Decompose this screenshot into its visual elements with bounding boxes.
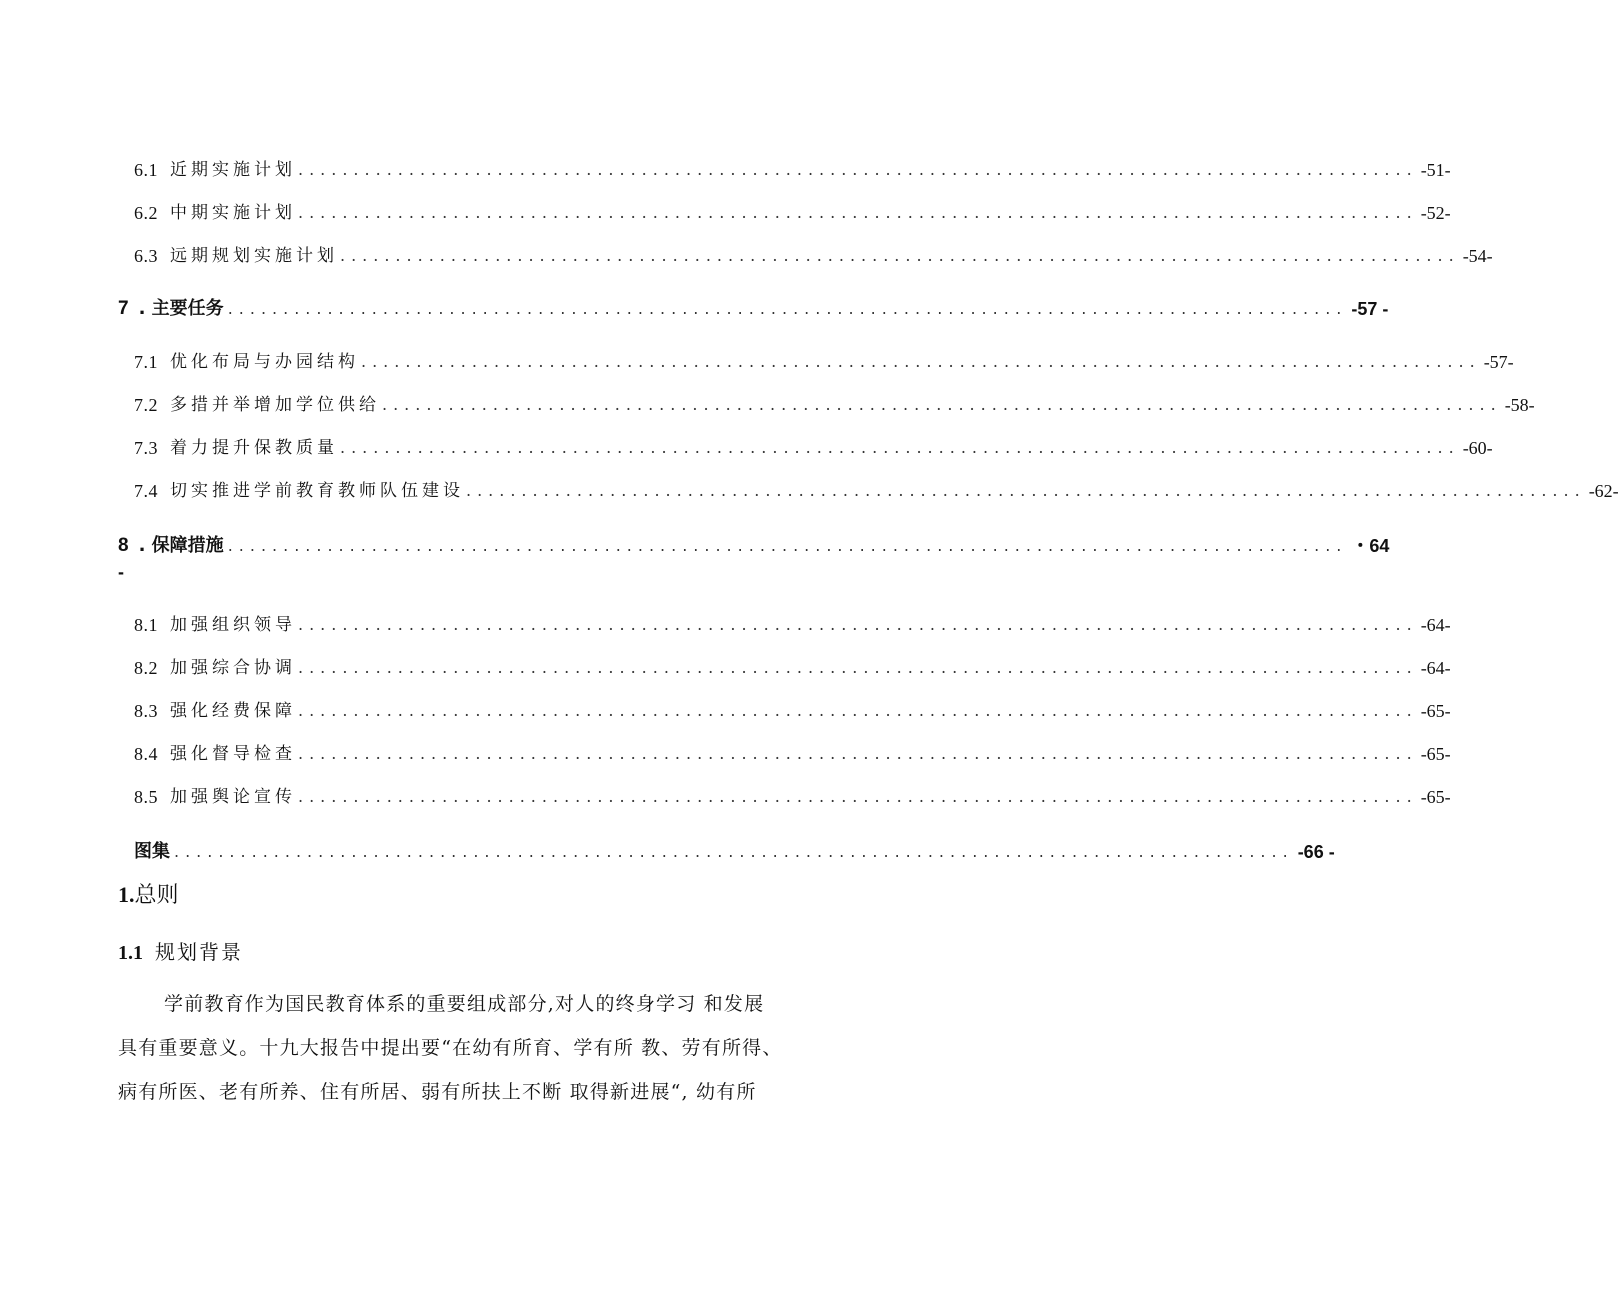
toc-number: 7.1 — [134, 352, 158, 372]
toc-number: 8.1 — [134, 615, 158, 635]
toc-title: . 保障措施 — [138, 535, 224, 556]
paragraph-line: 病有所医、老有所养、住有所居、弱有所扶上不断 取得新进展“, 幼有所 — [118, 1081, 757, 1103]
toc-number: 7.3 — [134, 438, 158, 458]
toc-leader-dots: ..................................................................................................... — [298, 203, 1418, 222]
heading-text: 总则 — [134, 883, 179, 908]
toc-page-number: -65- — [1420, 701, 1451, 721]
heading-text: 规划背景 — [155, 940, 243, 964]
toc-number: 8.4 — [134, 744, 158, 764]
toc-number: 6.2 — [134, 203, 158, 223]
section-heading-1 — [118, 878, 179, 909]
toc-page-number-wrap: - — [118, 562, 124, 582]
toc-entry-7-1[interactable] — [134, 347, 1514, 373]
toc-page-number: -66 - — [1297, 842, 1335, 862]
heading-number: 1. — [118, 882, 135, 907]
toc-number: 6.1 — [134, 160, 158, 180]
toc-leader-dots: ..................................................................................................... — [340, 438, 1460, 457]
toc-leader-dots: ..................................................................................................... — [298, 744, 1418, 763]
toc-title: 多措并举增加学位供给 — [170, 395, 380, 415]
toc-page-number: -60- — [1462, 438, 1493, 458]
toc-number: 7.4 — [134, 481, 158, 501]
toc-title: 远期规划实施计划 — [170, 246, 338, 266]
toc-leader-dots: ..................................................................................................... — [298, 787, 1418, 806]
body-paragraph — [118, 982, 818, 1114]
toc-title: 优化布局与办园结构 — [170, 352, 359, 372]
toc-entry-8-2[interactable] — [134, 653, 1451, 679]
toc-entry-7-2[interactable] — [134, 390, 1535, 416]
toc-page-number: -54- — [1462, 246, 1493, 266]
toc-leader-dots: ..................................................................................................... — [298, 615, 1418, 634]
toc-entry-7-3[interactable] — [134, 433, 1493, 459]
toc-number: 7 — [118, 298, 129, 319]
toc-number: 7.2 — [134, 395, 158, 415]
toc-page-number: -62- — [1588, 481, 1619, 501]
toc-title: 加强综合协调 — [170, 658, 296, 678]
toc-entry-6-1[interactable] — [134, 155, 1451, 181]
toc-leader-dots: ..................................................................................................... — [298, 160, 1418, 179]
paragraph-line: 学前教育作为国民教育体系的重要组成部分,对人的终身学习 和发展 — [164, 993, 765, 1015]
toc-page-number: -57- — [1483, 352, 1514, 372]
toc-title: . 主要任务 — [138, 298, 224, 319]
toc-entry-7-4[interactable] — [134, 476, 1619, 502]
toc-title: 强化督导检查 — [170, 744, 296, 764]
toc-entry-8-5[interactable] — [134, 782, 1451, 808]
toc-page-number: -65- — [1420, 744, 1451, 764]
toc-page-number: -57 - — [1351, 299, 1389, 319]
toc-page-number: -52- — [1420, 203, 1451, 223]
toc-title: 近期实施计划 — [170, 160, 296, 180]
toc-leader-dots: ..................................................................................................... — [298, 701, 1418, 720]
toc-entry-8-3[interactable] — [134, 696, 1451, 722]
toc-leader-dots: ..................................................................................................... — [298, 658, 1418, 677]
toc-atlas[interactable] — [134, 836, 1335, 864]
toc-leader-dots: ..................................................................................................... — [227, 299, 1348, 318]
toc-number: 8.2 — [134, 658, 158, 678]
toc-title: 切实推进学前教育教师队伍建设 — [170, 481, 464, 501]
paragraph-line: 具有重要意义。十九大报告中提出要“在幼有所育、学有所 教、劳有所得、 — [118, 1037, 783, 1059]
toc-page-number: -65- — [1420, 787, 1451, 807]
toc-leader-dots: ..................................................................................................... — [382, 395, 1502, 414]
toc-chapter-8[interactable] — [118, 530, 1390, 558]
toc-page-number: -51- — [1420, 160, 1451, 180]
toc-leader-dots: ..................................................................................................... — [227, 536, 1348, 555]
toc-number: 8.5 — [134, 787, 158, 807]
toc-page-number: -64- — [1420, 658, 1451, 678]
toc-leader-dots: ..................................................................................................... — [361, 352, 1481, 371]
toc-title: 加强舆论宣传 — [170, 787, 296, 807]
toc-leader-dots: ..................................................................................................... — [466, 481, 1586, 500]
toc-title: 着力提升保教质量 — [170, 438, 338, 458]
section-heading-1-1 — [118, 936, 243, 965]
toc-leader-dots: ..................................................................................................... — [340, 246, 1460, 265]
toc-title: 强化经费保障 — [170, 701, 296, 721]
toc-number: 8 — [118, 535, 129, 556]
heading-number: 1.1 — [118, 942, 143, 964]
toc-leader-dots: ..................................................................................................... — [174, 842, 1294, 861]
toc-number: 6.3 — [134, 246, 158, 266]
toc-title: 中期实施计划 — [170, 203, 296, 223]
toc-page-number: ・64 — [1351, 536, 1390, 556]
toc-entry-8-4[interactable] — [134, 739, 1451, 765]
toc-entry-6-2[interactable] — [134, 198, 1451, 224]
toc-page-number: -64- — [1420, 615, 1451, 635]
toc-page-number: -58- — [1504, 395, 1535, 415]
toc-title: 图集 — [134, 841, 170, 862]
toc-number: 8.3 — [134, 701, 158, 721]
toc-entry-8-1[interactable] — [134, 610, 1451, 636]
toc-entry-6-3[interactable] — [134, 241, 1493, 267]
toc-title: 加强组织领导 — [170, 615, 296, 635]
toc-chapter-7[interactable] — [118, 293, 1389, 321]
